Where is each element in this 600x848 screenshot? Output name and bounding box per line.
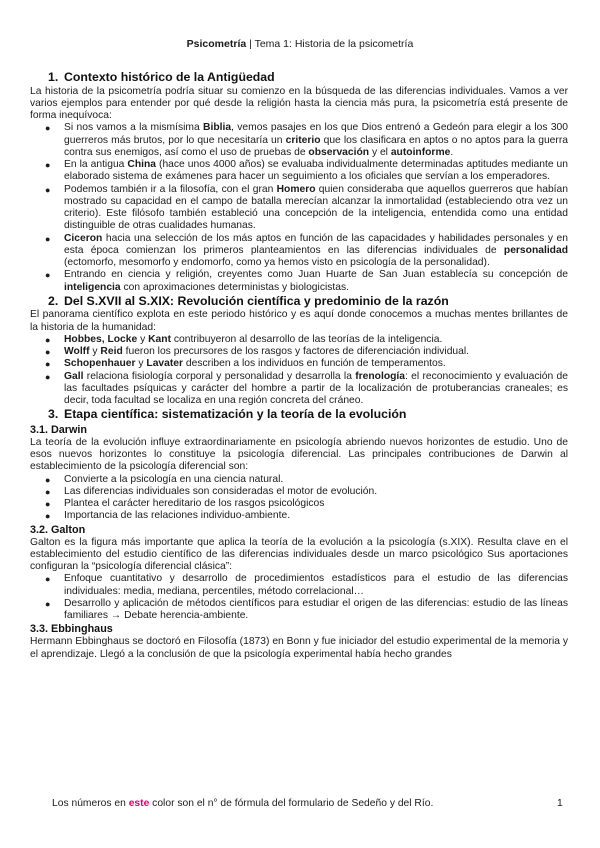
bullet-icon: ● <box>45 347 51 357</box>
list-item: ● Gall relaciona fisiología corporal y personalidad y desarrolla la frenología: el reconocimiento y evaluación de las facultades psíquicas y carácter del hombre a partir de la localización de protuberancias craneales; es decir, toda facultad se localiza en una región concreta del cráneo. <box>45 370 568 406</box>
bullet-icon: ● <box>45 574 51 585</box>
section-1-heading <box>30 70 568 86</box>
subsection-darwin-heading: 3.1. Darwin <box>30 423 88 436</box>
bullet-icon: ● <box>45 359 51 370</box>
accent-color-sample: este <box>128 798 150 809</box>
list-item: ● Schopenhauer y Lavater describen a los individuos en función de temperamentos. <box>45 358 446 370</box>
bullet-icon: ● <box>45 499 51 509</box>
section-2-list <box>30 334 568 408</box>
list-item: ● Enfoque cuantitativo y desarrollo de procedimientos estadísticos para el estudio de las diferencias individuales: media, mediana, percentiles, método correlacional… <box>45 573 568 597</box>
darwin-list <box>30 474 568 523</box>
section-2-heading <box>30 294 568 310</box>
subsection-galton-heading: 3.2. Galton <box>30 523 86 536</box>
bullet-icon: ● <box>45 371 51 382</box>
section-3-title: Etapa científica: sistematización y la teoría de la evolución <box>64 407 407 422</box>
list-item: ● Plantea el carácter hereditario de los rasgos psicológicos <box>45 498 325 509</box>
bullet-icon: ● <box>45 270 51 281</box>
list-item: ● Podemos también ir a la filosofía, con el gran Homero quien consideraba que aquellos guerreros que habían mostrado su capacidad en el campo de batalla merecían alcanzar la inmortalidad (estableciendo otra vez un criterio). Este filósofo también estableció una concepción de la inteligencia, entendida como una entidad distinguible de otras cualidades humanas. <box>45 183 568 232</box>
galton-list <box>30 573 568 622</box>
bullet-icon: ● <box>45 184 51 195</box>
section-2-number: 2. <box>48 293 59 308</box>
list-item: ● Si nos vamos a la mismísima Biblia, vemos pasajes en los que Dios entrenó a Gedeón para elegir a los 300 guerreros más brutos, por lo que necesitaría un criterio que los clasificara en aptos o no aptos para la guerra contra sus enemigos, así como el uso de pruebas de observación y el autoinforme. <box>45 122 568 158</box>
list-item: ● Ciceron hacia una selección de los más aptos en función de las capacidades y habilidades personales y en esta época comienzan los primeros planteamientos en las diferencias individuales de personalidad (ectomorfo, mesomorfo y endomorfo, como ya hemos visto en psicología de la personalidad). <box>45 232 568 268</box>
bullet-icon: ● <box>45 474 51 485</box>
document-body <box>30 70 568 661</box>
header-topic: Tema 1: Historia de la psicometría <box>254 38 414 50</box>
section-2-title: Del S.XVII al S.XIX: Revolución científica y predominio de la razón <box>64 293 449 308</box>
section-1-intro: La historia de la psicometría podría situar su comienzo en la búsqueda de las diferencias individuales. Vamos a ver varios ejemplos para entender por qué desde la religión hasta la ciencia más pura, la psicometría está presente de forma inequívoca: <box>30 85 568 121</box>
bullet-icon: ● <box>45 511 51 522</box>
section-3-number: 3. <box>48 407 59 422</box>
list-item: ● Hobbes, Locke y Kant contribuyeron al desarrollo de las teorías de la inteligencia. <box>45 333 443 345</box>
bullet-icon: ● <box>45 598 51 609</box>
header-separator: | <box>246 38 255 50</box>
list-item: ● Wolff y Reid fueron los precursores de los rasgos y factores de diferenciación individual. <box>45 346 470 357</box>
list-item: ● Entrando en ciencia y religión, creyentes como Juan Huarte de San Juan establecía su concepción de inteligencia con aproximaciones deterministas y biologicistas. <box>45 269 568 293</box>
bullet-icon: ● <box>45 160 51 170</box>
page-number: 1 <box>557 798 563 809</box>
section-2-intro: El panorama científico explota en este periodo histórico y es aquí donde conocemos a muchas mentes brillantes de la historia de la humanidad: <box>30 309 568 333</box>
bullet-icon: ● <box>45 233 51 244</box>
header-subject: Psicometría <box>186 38 247 50</box>
section-1-number: 1. <box>48 70 59 84</box>
section-1-title: Contexto histórico de la Antigüedad <box>64 70 275 84</box>
subsection-ebbinghaus-heading: 3.3. Ebbinghaus <box>30 623 113 636</box>
list-item: ● Las diferencias individuales son consideradas el motor de evolución. <box>45 485 378 497</box>
list-item: ● Convierte a la psicología en una ciencia natural. <box>45 473 284 485</box>
section-1-list <box>30 122 568 294</box>
page-header <box>0 38 600 51</box>
page-footer: Los números en este color son el n° de fórmula del formulario de Sedeño y del Río. <box>52 798 434 809</box>
list-item: ● Desarrollo y aplicación de métodos científicos para estudiar el origen de las diferencias: estudio de las líneas familiares → Debate herencia-ambiente. <box>45 597 568 621</box>
subsection-darwin-intro: La teoría de la evolución influye extraordinariamente en psicología abriendo nuevos horizontes de estudio. Uno de esos nuevos horizontes lo constituye la psicología diferencial. Las principales contribuciones de Darwin al establecimiento de la psicología diferencial son: <box>30 436 568 473</box>
section-3-heading <box>30 407 568 423</box>
list-item: ● En la antigua China (hace unos 4000 años) se evaluaba individualmente determinadas aptitudes mediante un elaborado sistema de exámenes para hacer un seguimiento a los oficiales que servían a los emperadores. <box>45 159 568 183</box>
subsection-ebbinghaus-intro: Hermann Ebbinghaus se doctoró en Filosofía (1873) en Bonn y fue iniciador del estudio experimental de la memoria y el aprendizaje. Llegó a la conclusión de que la psicología experimental había hecho grandes <box>30 636 568 660</box>
subsection-galton-intro: Galton es la figura más importante que aplica la teoría de la evolución a la psicología (s.XIX). Resulta clave en el establecimiento del estudio científico de las diferencias individuales desde un marco psicológico Sus aportaciones configuran la “psicología diferencial clásica”: <box>30 536 568 572</box>
bullet-icon: ● <box>45 334 51 345</box>
bullet-icon: ● <box>45 486 51 497</box>
list-item: ● Importancia de las relaciones individuo-ambiente. <box>45 510 291 522</box>
bullet-icon: ● <box>45 123 51 134</box>
